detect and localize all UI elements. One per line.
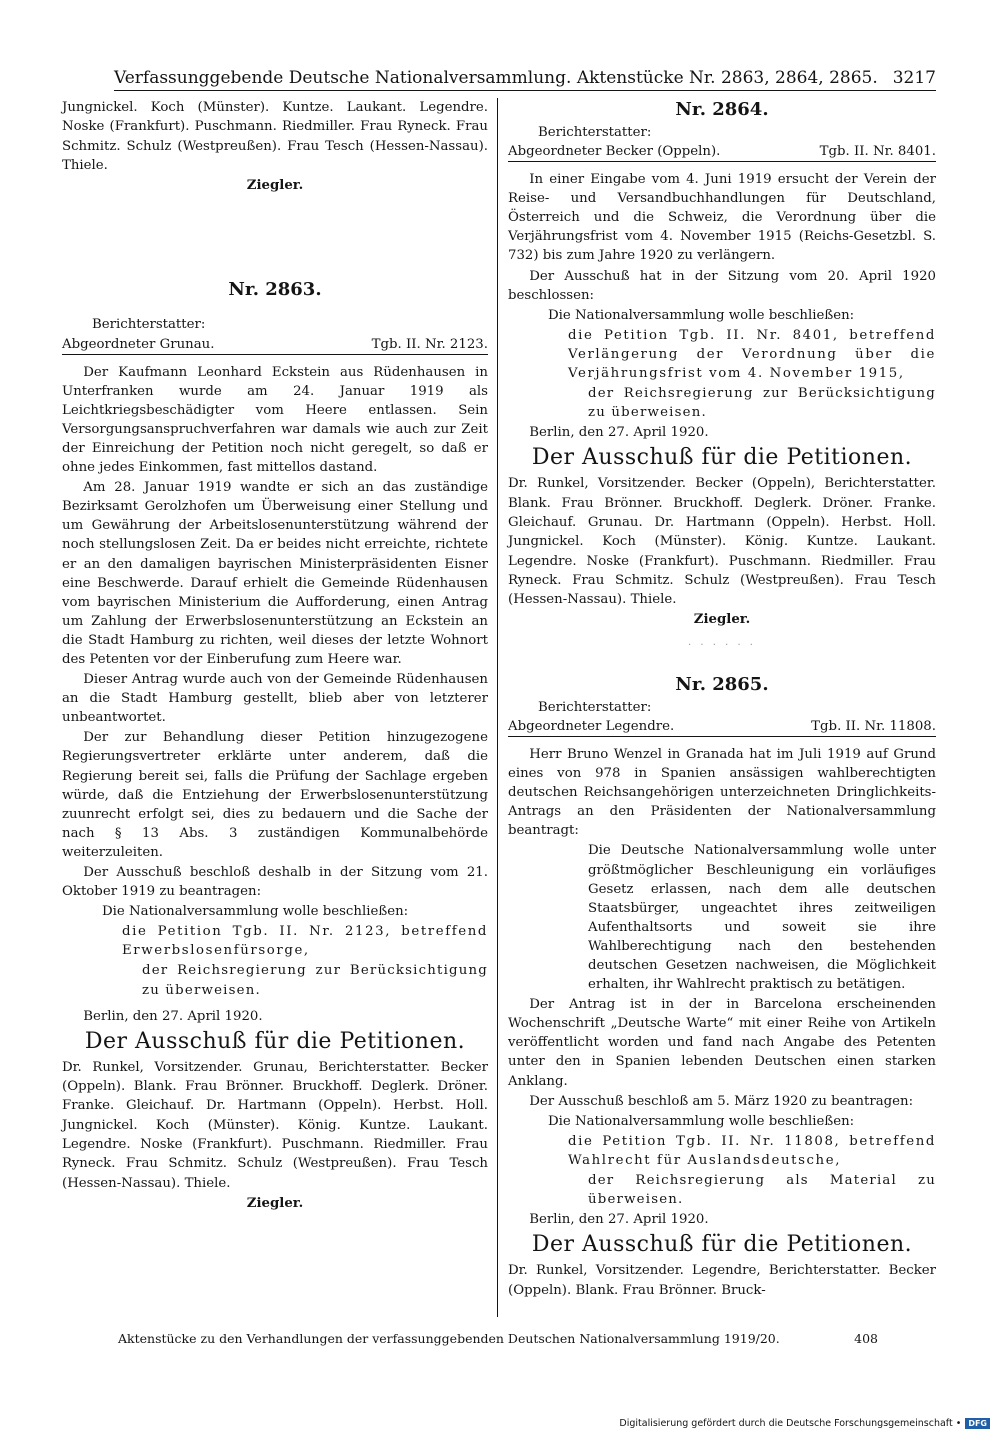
committee-signoff: Der Ausschuß für die Petitionen. xyxy=(531,1232,913,1258)
motion-intro: Die Nationalversammlung wolle beschließen: xyxy=(548,1113,855,1129)
rapporteur-row xyxy=(62,336,488,355)
journal-reference: Tgb. II. Nr. 2123. xyxy=(371,336,488,352)
committee-members-last: Ziegler. xyxy=(246,1195,304,1211)
committee-members-last: Ziegler. xyxy=(693,612,751,628)
paragraph: Dieser Antrag wurde auch von der Gemeinde Rüdenhausen an die Stadt Hamburg gestellt, blieb aber von letzterer unbeantwortet. xyxy=(62,672,488,726)
date-line: Berlin, den 27. April 1920. xyxy=(529,425,709,441)
paragraph: Herr Bruno Wenzel in Granada hat im Juli 1919 auf Grund eines von 978 in Spanien ansässigen wahlberechtigten deutschen Reichsangehörigen unterzeichneten Dringlichkeits-Antrags an den Präsidenten der Nationalversammlung beantragt: xyxy=(508,746,936,839)
running-title: Verfassunggebende Deutsche Nationalversammlung. Aktenstücke Nr. 2863, 2864, 2865. xyxy=(114,68,878,88)
section-title-2865: Nr. 2865. xyxy=(675,673,769,695)
page-footer xyxy=(118,1331,878,1346)
committee-members: Dr. Runkel, Vorsitzender. Becker (Oppeln), Berichterstatter. Blank. Frau Brönner. Bruckhoff. Deglerk. Dröner. Franke. Gleichauf. Grunau. Dr. Hartmann (Oppeln). Herbst. Holl. Jungnickel. Koch (Münster). König. Kuntze. Laukant. Legendre. Noske (Frankfurt). Puschmann. Riedmiller. Frau Ryneck. Frau Schmitz. Schulz (Westpreußen). Frau Tesch (Hessen-Nassau). Thiele. xyxy=(508,476,936,608)
motion-intro: Die Nationalversammlung wolle beschließen: xyxy=(102,904,409,920)
rapporteur-label: Berichterstatter: xyxy=(538,699,652,715)
journal-reference: Tgb. II. Nr. 11808. xyxy=(811,718,936,734)
date-line: Berlin, den 27. April 1920. xyxy=(83,1008,263,1024)
committee-signoff: Der Ausschuß für die Petitionen. xyxy=(84,1028,466,1054)
rapporteur-name: Abgeordneter Legendre. xyxy=(508,718,675,734)
motion-text: der Reichsregierung als Material zu überweisen. xyxy=(588,1173,936,1208)
committee-signoff: Der Ausschuß für die Petitionen. xyxy=(531,445,913,471)
continued-member-last: Ziegler. xyxy=(246,178,304,194)
paragraph: In einer Eingabe vom 4. Juni 1919 ersucht der Verein der Reise- und Versandbuchhandlungen für Deutschland, Österreich und die Schweiz, die Verordnung über die Verjährungsfrist vom 4. November 1915 (Reichs-Gesetzbl. S. 732) bis zum Jahre 1920 zu verlängern. xyxy=(508,172,936,264)
running-head xyxy=(114,58,936,91)
rapporteur-name: Abgeordneter Grunau. xyxy=(62,336,215,352)
footer-text: Aktenstücke zu den Verhandlungen der verfassunggebenden Deutschen Nationalversammlung 1919/20. xyxy=(118,1331,780,1346)
continued-member-list: Jungnickel. Koch (Münster). Kuntze. Laukant. Legendre. Noske (Frankfurt). Puschmann. Riedmiller. Frau Ryneck. Frau Schmitz. Schulz (Westpreußen). Frau Tesch (Hessen-Nassau). Thiele. xyxy=(62,100,488,173)
sheet-number: 408 xyxy=(854,1331,878,1346)
digitization-credit xyxy=(619,1418,990,1429)
paragraph: Am 28. Januar 1919 wandte er sich an das zuständige Bezirksamt Gerolzhofen um Überweisung einer Stellung und um Gewährung der Arbeitslosenunterstützung während der noch stellungslosen Zeit. Da er beides nicht erreichte, richtete er an den damaligen bayrischen Ministerpräsidenten Eisner eine Beschwerde. Darauf erhielt die Gemeinde Rüdenhausen vom bayrischen Ministerium die Aufforderung, einen Antrag um Zahlung der Erwerbslosenunterstützung an Eckstein an die Stadt Hamburg zu richten, weil dieses der letzte Wohnort des Petenten vor der Einberufung zum Heere war. xyxy=(62,480,488,667)
dfg-logo-icon: DFG xyxy=(965,1418,990,1429)
motion-intro: Die Nationalversammlung wolle beschließen: xyxy=(548,307,855,323)
journal-reference: Tgb. II. Nr. 8401. xyxy=(819,144,936,160)
motion-text: der Reichsregierung zur Berücksichtigung zu überweisen. xyxy=(588,386,936,421)
rapporteur-row xyxy=(508,143,936,162)
paragraph: Der zur Behandlung dieser Petition hinzugezogene Regierungsvertreter erklärte unter anderem, daß die Regierung bereit sei, falls die Prüfung der Sachlage ergeben würde, daß die Entziehung der Erwerbslosenunterstützung zuunrecht erfolgt sei, dies zu bedauern und die Sache der nach § 13 Abs. 3 zuständigen Kommunalbehörde weiterzuleiten. xyxy=(62,730,488,860)
motion-text: die Petition Tgb. II. Nr. 2123, betreffend Erwerbslosenfürsorge, xyxy=(122,924,488,959)
motion-text: die Petition Tgb. II. Nr. 8401, betreffend Verlängerung der Verordnung über die Verjährungsfrist vom 4. November 1915, xyxy=(568,327,936,382)
paragraph: Der Antrag ist in der in Barcelona erscheinenden Wochenschrift „Deutsche Warte“ mit einer Reihe von Artikeln veröffentlicht worden und fand nach Angabe des Petenten unter den in Spanien lebenden Deutschen einen starken Anklang. xyxy=(508,997,936,1089)
committee-members: Dr. Runkel, Vorsitzender. Grunau, Berichterstatter. Becker (Oppeln). Blank. Frau Brönner. Bruckhoff. Deglerk. Dröner. Franke. Gleichauf. Dr. Hartmann (Oppeln). Herbst. Holl. Jungnickel. Koch (Münster). König. Kuntze. Laukant. Legendre. Noske (Frankfurt). Puschmann. Riedmiller. Frau Ryneck. Frau Schmitz. Schulz (Westpreußen). Frau Tesch (Hessen-Nassau). Thiele. xyxy=(62,1059,488,1191)
credit-text: Digitalisierung gefördert durch die Deutsche Forschungsgemeinschaft • xyxy=(619,1418,962,1429)
paragraph: Der Kaufmann Leonhard Eckstein aus Rüdenhausen in Unterfranken wurde am 24. Januar 1919 als Leichtkriegsbeschädigter vom Heere entlassen. Sein Versorgungsanspruchverfahren war damals wie auch zur Zeit der Einreichung der Petition noch nicht geregelt, so daß er ohne jedes Einkommen, fast mittellos dastand. xyxy=(62,364,488,476)
rapporteur-label: Berichterstatter: xyxy=(538,125,652,140)
left-column xyxy=(62,98,488,1317)
section-title-2864: Nr. 2864. xyxy=(675,99,769,120)
column-divider xyxy=(497,98,498,1317)
section-separator: · · · · · · xyxy=(688,639,756,651)
rapporteur-label: Berichterstatter: xyxy=(92,317,206,333)
right-column xyxy=(508,98,936,1317)
paragraph: Der Ausschuß beschloß deshalb in der Sitzung vom 21. Oktober 1919 zu beantragen: xyxy=(62,865,488,900)
rapporteur-row xyxy=(508,718,936,737)
date-line: Berlin, den 27. April 1920. xyxy=(529,1212,709,1228)
section-title-2863: Nr. 2863. xyxy=(228,279,322,301)
paragraph: Der Ausschuß beschloß am 5. März 1920 zu beantragen: xyxy=(529,1093,914,1109)
page-number: 3217 xyxy=(892,68,936,88)
rapporteur-name: Abgeordneter Becker (Oppeln). xyxy=(508,144,721,160)
committee-members: Dr. Runkel, Vorsitzender. Legendre, Berichterstatter. Becker (Oppeln). Blank. Frau Brönner. Bruck- xyxy=(508,1263,936,1298)
paragraph: Der Ausschuß hat in der Sitzung vom 20. April 1920 beschlossen: xyxy=(508,268,936,303)
motion-text: die Petition Tgb. II. Nr. 11808, betreffend Wahlrecht für Auslandsdeutsche, xyxy=(568,1133,936,1168)
quoted-request: Die Deutsche Nationalversammlung wolle unter größtmöglicher Beschleunigung ein vorläufiges Gesetz erlassen, nach dem alle deutschen Staatsbürger, ungeachtet ihres zeitweiligen Aufenthaltsorts und soweit sie ihre Wahlberechtigung nach den bestehenden deutschen Gesetzen nachweisen, die Möglichkeit erhalten, ihr Wahlrecht praktisch zu betätigen. xyxy=(588,843,936,993)
motion-text: der Reichsregierung zur Berücksichtigung zu überweisen. xyxy=(142,963,488,998)
